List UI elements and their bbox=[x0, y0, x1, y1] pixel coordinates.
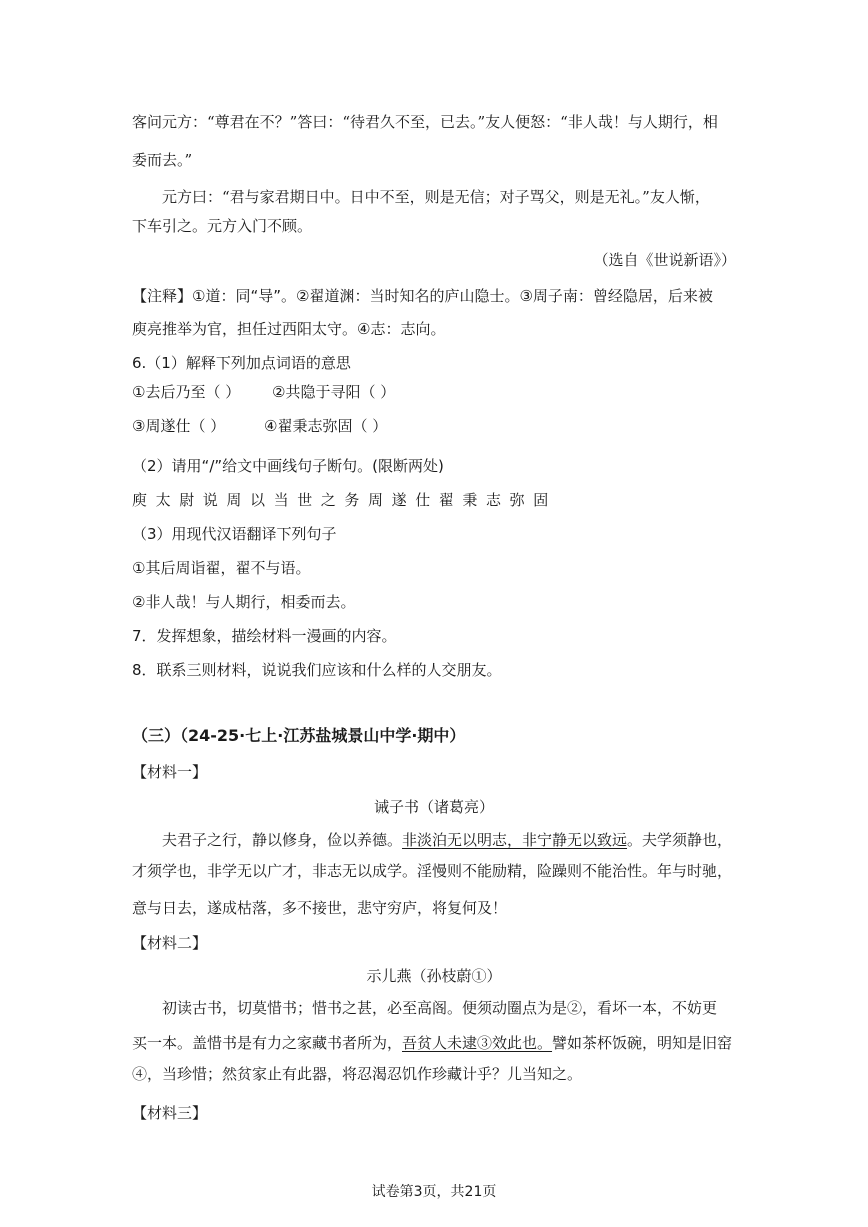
question-6-3-b: ②非人哉！与人期行，相委而去。 bbox=[132, 593, 356, 611]
text-segment: 夫君子之行，静以修身，俭以养德。 bbox=[162, 831, 403, 849]
question-6-item: ④翟秉志弥固（ ） bbox=[264, 417, 388, 435]
notes-line: 【注释】①道：同“导”。②翟道渊：当时知名的庐山隐士。③周子南：曾经隐居，后来被 bbox=[132, 287, 713, 305]
passage-line: 委而去。” bbox=[132, 151, 193, 169]
material-2-line: 初读古书，切莫惜书；惜书之甚，必至高阁。便须动圈点为是②，看坏一本，不妨更 bbox=[162, 999, 718, 1017]
material-1-line bbox=[162, 830, 732, 850]
question-6-item: ①去后乃至（ ） bbox=[132, 383, 241, 401]
text-segment: 譬如茶杯饭碗，明知是旧窑 bbox=[552, 1034, 733, 1052]
passage-line: 下车引之。元方入门不顾。 bbox=[132, 217, 313, 235]
material-1-title: 诫子书（诸葛亮） bbox=[373, 798, 494, 816]
material-2-title: 示儿燕（孙枝蔚①） bbox=[366, 967, 502, 985]
page-footer: 试卷第3页，共21页 bbox=[371, 1184, 497, 1200]
text-segment: 买一本。盖惜书是有力之家藏书者所为， bbox=[132, 1034, 403, 1052]
question-7: 7．发挥想象，描绘材料一漫画的内容。 bbox=[132, 627, 397, 645]
material-3-label: 【材料三】 bbox=[132, 1104, 208, 1122]
material-2-label: 【材料二】 bbox=[132, 934, 208, 952]
passage-source: （选自《世说新语》） bbox=[593, 251, 736, 269]
material-2-line bbox=[132, 1033, 732, 1053]
passage-line: 客问元方：“尊君在不？”答曰：“待君久不至，已去。”友人便怒：“非人哉！与人期行，相 bbox=[132, 113, 718, 131]
text-segment: 。夫学须静也， bbox=[627, 831, 733, 849]
question-6-item: ③周遂仕（ ） bbox=[132, 417, 226, 435]
material-1-line: 意与日去，遂成枯落，多不接世，悲守穷庐，将复何及！ bbox=[132, 899, 508, 917]
question-6-2-sentence: 庾太尉说周以当世之务周遂仕翟秉志弥固 bbox=[132, 491, 557, 509]
question-6-3: （3）用现代汉语翻译下列句子 bbox=[132, 525, 337, 543]
material-2-line: ④，当珍惜；然贫家止有此器，将忍渴忍饥作珍藏计乎？儿当知之。 bbox=[132, 1065, 583, 1083]
question-6-item: ②共隐于寻阳（ ） bbox=[272, 383, 396, 401]
notes-line: 庾亮推举为官，担任过西阳太守。④志：志向。 bbox=[132, 320, 446, 338]
underlined-sentence: 非淡泊无以明志，非宁静无以致远 bbox=[402, 831, 628, 849]
question-8: 8．联系三则材料，说说我们应该和什么样的人交朋友。 bbox=[132, 661, 502, 679]
passage-line: 元方曰：“君与家君期日中。日中不至，则是无信；对子骂父，则是无礼。”友人惭， bbox=[162, 188, 710, 206]
question-6-3-a: ①其后周诣翟，翟不与语。 bbox=[132, 559, 311, 577]
question-6-title: 6.（1）解释下列加点词语的意思 bbox=[132, 354, 351, 372]
section-heading: （三）（24-25·七上·江苏盐城景山中学·期中） bbox=[132, 726, 466, 745]
question-6-2: （2）请用“/”给文中画线句子断句。(限断两处) bbox=[132, 457, 444, 475]
material-1-line: 才须学也，非学无以广才，非志无以成学。淫慢则不能励精，险躁则不能治性。年与时驰， bbox=[132, 862, 733, 880]
material-1-label: 【材料一】 bbox=[132, 763, 208, 781]
underlined-sentence: 吾贫人未逮③效此也。 bbox=[402, 1034, 553, 1052]
